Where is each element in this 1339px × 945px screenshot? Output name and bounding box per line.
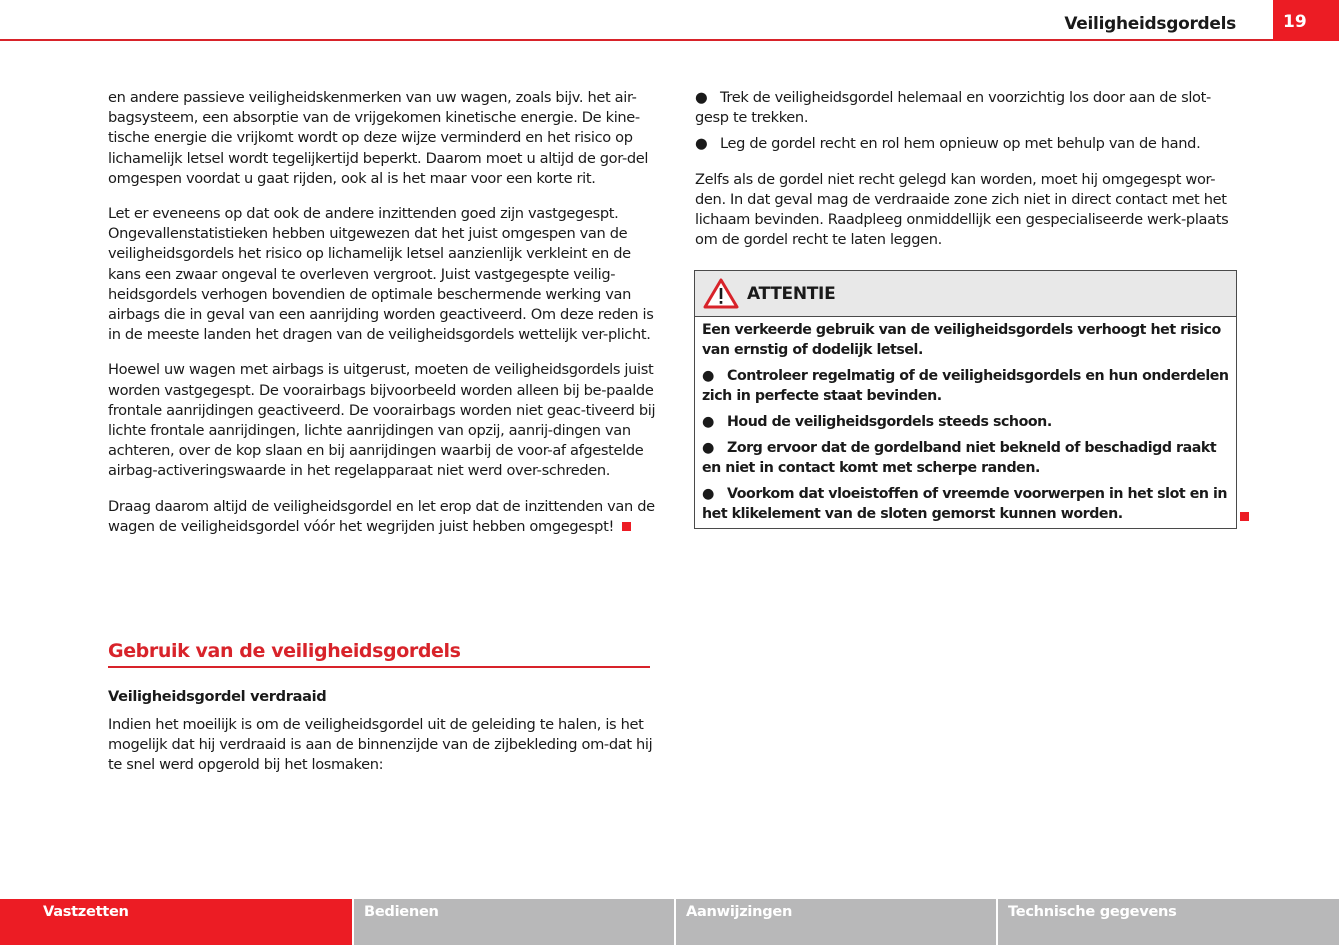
footer-nav: [0, 899, 1339, 945]
paragraph-text: Draag daarom altijd de veiligheidsgordel en let erop dat de inzittenden van de wagen de veiligheidsgordel vóór het wegrijden juist hebben omgegespt!: [108, 497, 655, 535]
warning-body: [695, 317, 1236, 524]
bullet-icon: ●: [702, 440, 714, 456]
warning-item: [702, 438, 1229, 478]
bullet-icon: ●: [702, 368, 714, 384]
warning-triangle-icon: [703, 278, 739, 309]
page-number: 19: [1273, 0, 1339, 41]
warning-item: [702, 412, 1229, 432]
bullet-icon: ●: [702, 486, 714, 502]
footer-tab-technische-gegevens[interactable]: Technische gegevens: [998, 899, 1339, 945]
paragraph-last: [108, 497, 658, 537]
header-rule: [0, 39, 1273, 41]
bullet-text: Leg de gordel recht en rol hem opnieuw op met behulp van de hand.: [720, 135, 1201, 153]
bullet-icon: ●: [695, 135, 708, 153]
warning-item-text: Voorkom dat vloeistoffen of vreemde voorwerpen in het slot en in het klikelement van de sloten gemorst kunnen worden.: [702, 486, 1228, 522]
warning-item-text: Zorg ervoor dat de gordelband niet bekneld of beschadigd raakt en niet in contact komt met scherpe randen.: [702, 440, 1217, 476]
warning-box: [694, 270, 1237, 529]
page-header-title: Veiligheidsgordels: [1064, 14, 1236, 34]
bullet-icon: ●: [702, 414, 714, 430]
bullet-icon: ●: [695, 89, 708, 106]
bullet-item: [695, 88, 1240, 128]
end-of-section-marker-icon: [622, 522, 631, 531]
bullet-item: [695, 134, 1240, 154]
end-of-section-marker-icon: [1240, 512, 1249, 521]
warning-item: [702, 366, 1229, 406]
paragraph: Zelfs als de gordel niet recht gelegd kan worden, moet hij omgegespt wor-den. In dat geval mag de verdraaide zone zich niet in direct contact met het lichaam bevinden. Raadpleeg onmiddellijk een gespecialiseerde werk-plaats om de gordel recht te laten leggen.: [695, 170, 1229, 249]
warning-title: ATTENTIE: [747, 283, 836, 304]
warning-item: [702, 484, 1229, 524]
left-column: [108, 88, 658, 552]
footer-tab-bedienen[interactable]: Bedienen: [354, 899, 674, 945]
paragraph: Hoewel uw wagen met airbags is uitgerust, moeten de veiligheidsgordels juist worden vastgegespt. De voorairbags bijvoorbeeld worden alleen bij be-paalde frontale aanrijdingen geactiveerd. De voorairbags worden niet geac-tiveerd bij lichte frontale aanrijdingen, lichte aanrijdingen van opzij, aanrij-dingen van achteren, over de kop slaan en bij aanrijdingen waarbij de voor-af afgestelde airbag-activeringswaarde in het regelapparaat niet werd over-schreden.: [108, 361, 656, 480]
paragraph: Let er eveneens op dat ook de andere inzittenden goed zijn vastgegespt. Ongevallenstatistieken hebben uitgewezen dat het juist omgespen van de veiligheidsgordels het risico op lichamelijk letsel aanzienlijk verkleint en de kans een zwaar ongeval te overleven vergroot. Juist vastgegespte veilig-heidsgordels verhogen bovendien de optimale beschermende werking van airbags die in geval van een aanrijding worden geactiveerd. Om deze reden is in de meeste landen het dragen van de veiligheidsgordels wettelijk ver-plicht.: [108, 205, 654, 344]
bullet-text: Trek de veiligheidsgordel helemaal en voorzichtig los door aan de slot-gesp te trekken.: [695, 89, 1211, 127]
section-title: Gebruik van de veiligheidsgordels: [108, 640, 650, 668]
right-column: [695, 88, 1240, 265]
footer-tab-aanwijzingen[interactable]: Aanwijzingen: [676, 899, 996, 945]
warning-intro: Een verkeerde gebruik van de veiligheidsgordels verhoogt het risico van ernstig of dodelijk letsel.: [702, 322, 1221, 358]
subsection-title: Veiligheidsgordel verdraaid: [108, 688, 327, 705]
section-body: Indien het moeilijk is om de veiligheidsgordel uit de geleiding te halen, is het mogelijk dat hij verdraaid is aan de binnenzijde van de zijbekleding om-dat hij te snel werd opgerold bij het losmaken:: [108, 716, 653, 774]
warning-item-text: Houd de veiligheidsgordels steeds schoon.: [727, 414, 1052, 430]
footer-tab-vastzetten[interactable]: Vastzetten: [0, 899, 352, 945]
paragraph: en andere passieve veiligheidskenmerken van uw wagen, zoals bijv. het air-bagsysteem, een absorptie van de vrijgekomen kinetische energie. De kine-tische energie die vrijkomt wordt op deze wijze verminderd en het risico op lichamelijk letsel wordt tegelijkertijd beperkt. Daarom moet u altijd de gor-del omgespen voordat u gaat rijden, ook al is het maar voor een korte rit.: [108, 89, 649, 187]
warning-item-text: Controleer regelmatig of de veiligheidsgordels en hun onderdelen zich in perfecte staat bevinden.: [702, 368, 1229, 404]
warning-header: [695, 271, 1236, 317]
